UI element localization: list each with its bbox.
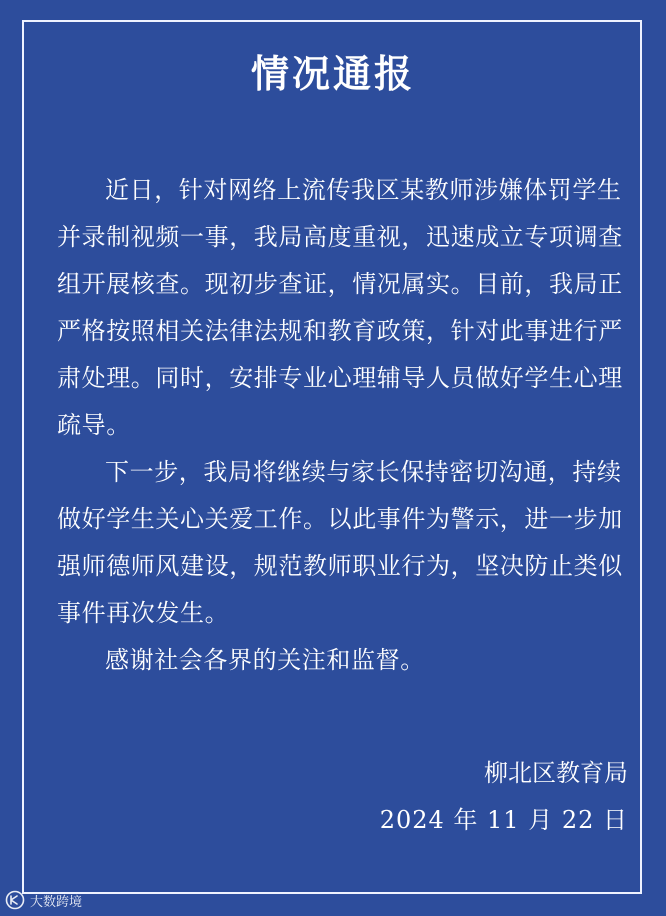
notice-signature [380, 750, 628, 844]
watermark [4, 888, 82, 912]
notice-paragraph-2: 下一步，我局将继续与家长保持密切沟通，持续做好学生关心关爱工作。以此事件为警示，进一步加强师德师风建设，规范教师职业行为，坚决防止类似事件再次发生。 [57, 458, 623, 627]
issuer-name: 柳北区教育局 [484, 759, 628, 787]
notice-paragraph-3: 感谢社会各界的关注和监督。 [105, 646, 425, 674]
issue-date: 2024 年 11 月 22 日 [379, 806, 628, 834]
notice-title: 情况通报 [250, 52, 415, 96]
bigdata-logo-icon [4, 889, 26, 911]
notice-paragraph-1: 近日，针对网络上流传我区某教师涉嫌体罚学生并录制视频一事，我局高度重视，迅速成立专项调查组开展核查。现初步查证，情况属实。目前，我局正严格按照相关法律法规和教育政策，针对此事进行严肃处理。同时，安排专业心理辅导人员做好学生心理疏导。 [57, 176, 623, 439]
watermark-text: 大数跨境 [30, 894, 83, 910]
notice-body [57, 167, 631, 684]
